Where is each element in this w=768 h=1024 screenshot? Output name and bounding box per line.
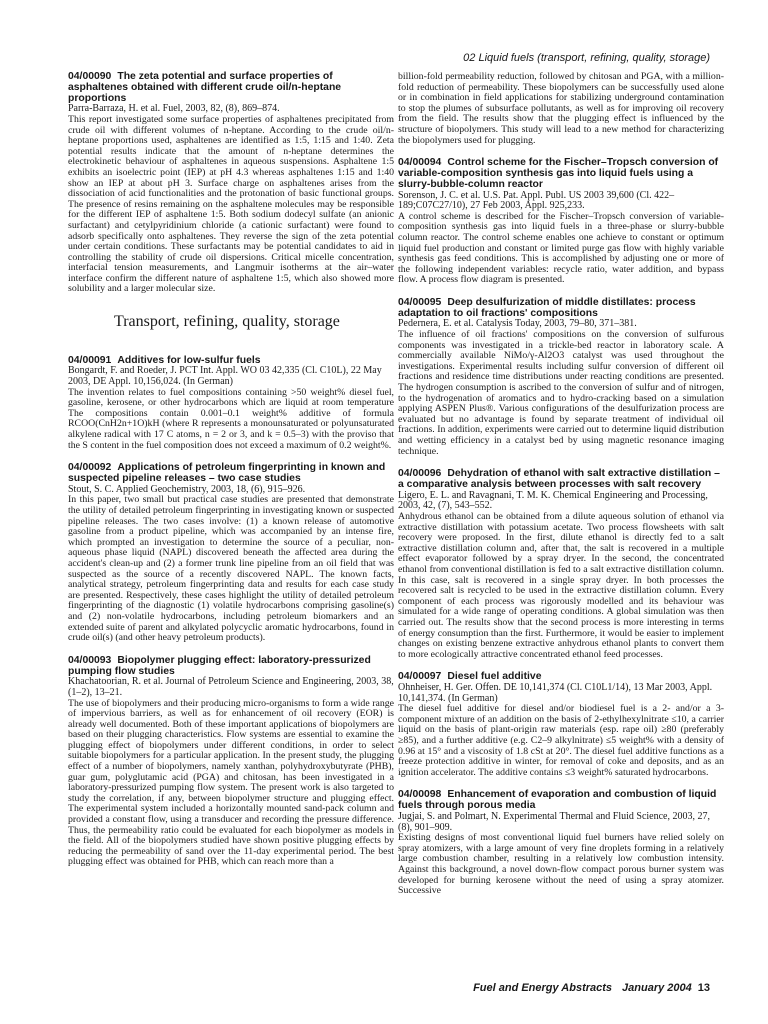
entry-citation: Khachatoorian, R. et al. Journal of Petroleum Science and Engineering, 2003, 38, (1–2), 13–21. [68,676,394,698]
entry-citation: Sorenson, J. C. et al. U.S. Pat. Appl. Publ. US 2003 39,600 (Cl. 422–189;C07C27/10), 27 Feb 2003, Appl. 925,233. [398,189,675,212]
entry-abstract: Existing designs of most conventional liquid fuel burners have relied solely on spray atomizers, with a large amount of very fine droplets forming in a relatively large combustion chamber, resulting in a relatively low combustion intensity. Against this background, a novel down-flow compact porous burner system was developed for burning kerosene without the need of using a spray atomizer. Successive [398,832,724,897]
running-head: 02 Liquid fuels (transport, refining, quality, storage) [463,52,710,64]
entry-title: Applications of petroleum fingerprinting in known and suspected pipeline releases – two case studies [68,462,386,485]
entry-number: 04/00097 [398,671,442,683]
entry-number: 04/00096 [398,468,442,480]
entry-title: The zeta potential and surface properties of asphaltenes obtained with different crude oil/n-heptane proportions [68,71,342,104]
entry-abstract: billion-fold permeability reduction, followed by chitosan and PGA, with a million-fold reduction of permeability. These biopolymers can be successfully used alone or in combination in field applications for stabilizing underground contamination to stop the plumes of subsurface pollutants, as well as for improving oil recovery from the field. The results show that the plugging effect is influenced by the structure of biopolymers. This study will lead to a new method for characterizing the biopolymers used for plugging. [398,71,724,146]
entry-citation: Ligero, E. L. and Ravagnani, T. M. K. Chemical Engineering and Processing, 2003, 42, (7), 543–552. [398,489,708,512]
abstract-entry [398,469,724,660]
entry-title: Deep desulfurization of middle distillates: process adaptation to oil fractions' compositions [398,296,696,319]
entry-heading [398,790,724,812]
entry-heading [68,463,394,485]
entry-abstract: The use of biopolymers and their producing micro-organisms to form a wide range of impervious barriers, as well as for enhancement of oil recovery (EOR) is already well documented. Both of these important applications of biopolymers are based on their plugging characteristics. Flow systems are essential to examine the plugging effect of biopolymers under different conditions, in order to select suitable biopolymers for a particular application. In the present study, the plugging effect of a number of biopolymers, namely xanthan, polyhydroxybutyrate (PHB), guar gum, polyglutamic acid (PGA) and chitosan, has been investigated in a laboratory-pressurized pumping flow system. The present work is also targeted to study the correlation, if any, between biopolymer structure and plugging effect. The experimental system included a horizontally mounted sand-pack column and provided a constant flow, using a transducer and recording the pressure difference. Thus, the permeability ratio could be evaluated for each biopolymer as models in the field. All of the biopolymers studied have shown positive plugging effects by reducing the permeability of sand over the 11-day experimental period. The best plugging effect was obtained for PHB, which can reach more than a [68,697,394,868]
abstract-entry [68,356,394,452]
right-column [398,72,724,909]
entry-title: Control scheme for the Fischer–Tropsch conversion of variable-composition synthesis gas into liquid fuels using a slurry-bubble-column reactor [398,157,719,190]
entry-abstract: The influence of oil fractions' compositions on the conversion of sulfurous components was investigated in a trickle-bed reactor in laboratory scale. A commercially available NiMo/γ-Al2O3 catalyst was used throughout the investigations. Experimental results including sulfur conversion of different oil fractions and residence time distributions under reacting conditions are presented. The hydrogen consumption is ascribed to the conversion of sulfur and of nitrogen, to the hydrogenation of aromatics and to hydro-cracking based on a simulation applying ASPEN Plus®. Various configurations of the desulfurization process are evaluated but no advantage is found by separate treatment of individual oil fractions. In addition, experiments were carried out to determine liquid distribution and wetting efficiency in a catalyst bed by using magnetic resonance imaging technique. [398,329,724,457]
issue-date: January 2004 [622,982,692,994]
entry-number: 04/00093 [68,654,112,666]
entry-heading [398,469,724,491]
entry-number: 04/00095 [398,296,442,308]
entry-title: Biopolymer plugging effect: laboratory-pressurized pumping flow studies [68,654,371,677]
entry-citation: Parra-Barraza, H. et al. Fuel, 2003, 82, (8), 869–874. [68,103,280,115]
abstract-entry [68,72,394,295]
page-footer [473,982,710,994]
entry-title: Additives for low-sulfur fuels [117,354,261,366]
entry-number: 04/00094 [398,157,442,169]
entry-citation: Ohnheiser, H. Ger. Offen. DE 10,141,374 (Cl. C10L1/14), 13 Mar 2003, Appl. 10,141,374. (In German) [398,682,713,704]
entry-citation: Bongardt, F. and Roeder, J. PCT Int. Appl. WO 03 42,335 (Cl. C10L), 22 May 2003, DE Appl. 10,156,024. (In German) [68,365,382,388]
page-number: 13 [697,982,710,994]
abstract-entry [398,672,724,778]
abstract-entry [398,158,724,286]
section-title: Transport, refining, quality, storage [114,313,340,331]
entry-abstract: This report investigated some surface properties of asphaltenes precipitated from crude oil with different volumes of n-heptane. According to the crude oil/n-heptane proportions used, asphaltenes are identified as 1:5, 1:15 and 1:40. Zeta potential results indicate that the amount of n-heptane determines the electrokinetic behaviour of asphaltenes in aqueous suspensions. Asphaltene 1:5 exhibits an isoelectric point (IEP) at pH 4.3 whereas asphaltenes 1:15 and 1:40 show an IEP at about pH 3. Surface charge on asphaltenes arises from the dissociation of acid functionalities and the protonation of basic functional groups. The presence of resins remaining on the asphaltene molecules may be responsible for the different IEP of asphaltene 1:5. Both sodium dodecyl sulfate (an anionic surfactant) and cetylpyridinium chloride (a cationic surfactant) were found to adsorb specifically onto asphaltenes. They reverse the sign of the zeta potential under certain conditions. These surfactants may be potential candidates to aid in controlling the stability of crude oil dispersions. Critical micelle concentration, interfacial tension measurements, and Langmuir isotherms at the air–water interface confirm the different nature of asphaltene 1:5, which also showed more solubility and a larger molecular size. [68,113,394,295]
abstract-entry [68,656,394,868]
journal-name: Fuel and Energy Abstracts [473,982,613,994]
entry-heading [398,298,724,320]
entry-title: Diesel fuel additive [447,671,542,683]
entry-number: 04/00098 [398,789,442,801]
entry-number: 04/00090 [68,71,112,82]
abstract-entry-continued [398,72,724,146]
entry-abstract: Anhydrous ethanol can be obtained from a dilute aqueous solution of ethanol via extractive distillation with potassium acetate. Two process flowsheets with salt recovery were proposed. In the first, dilute ethanol is directly fed to a salt extractive distillation column and, after that, the salt is recovered in a multiple effect evaporator followed by a spray dryer. In the second, the concentrated ethanol from conventional distillation is fed to a salt extractive distillation column. In this case, salt is recovered in a single spray dryer. In both processes the recovered salt is recycled to be used in the extractive distillation column. Every component of each process was rigorously modelled and its behaviour was simulated for a wide range of operating conditions. A global simulation was then carried out. The results show that the second process is more interesting in terms of energy consumption than the first. Furthermore, it would be easier to implement changes on existing benzene extractive anhydrous ethanol plants to convert them to more ecologically attractive concentrated ethanol feed processes. [398,510,724,660]
abstract-entry [398,790,724,896]
left-column [68,72,394,880]
entry-heading [398,158,724,190]
entry-abstract: A control scheme is described for the Fischer–Tropsch conversion of variable-composition synthesis gas into liquid fuels in a three-phase or slurry-bubble column reactor. The control scheme enables one achieve to constant or optimum liquid fuel production and constant or limited purge gas flow with highly variable synthesis gas feed conditions. This is accomplished by adjusting one or more of the following independent variables: recycle ratio, water addition, and bypass flow. A process flow diagram is presented. [398,210,724,286]
entry-abstract: In this paper, two small but practical case studies are presented that demonstrate the utility of detailed petroleum fingerprinting in investigating known or suspected pipeline releases. The two cases involve: (1) a known release of automotive gasoline from a product pipeline, which was accompanied by an intense fire, which prompted an investigation to determine the source of a peculiar, non-aqueous phase liquid (NAPL) discovered beneath the affected area during the accident's clean-up and (2) a former trunk line pipeline from an oil field that was suspected as the source of a recently discovered NAPL. The known facts, analytical strategy, petroleum fingerprinting data and results for each case study are presented. Respectively, these cases highlight the utility of detailed petroleum fingerprinting of the diagnostic (1) volatile hydrocarbons comprising gasoline(s) and (2) non-volatile hydrocarbons, including petroleum biomarkers and an extended suite of parent and alkylated polycyclic aromatic hydrocarbons, found in crude oil(s) (and other heavy petroleum products). [68,494,394,644]
entry-title: Enhancement of evaporation and combustion of liquid fuels through porous media [398,789,717,812]
entry-heading [68,656,394,678]
entry-abstract: The diesel fuel additive for diesel and/or biodiesel fuel is a 2- and/or a 3-component mixture of an addition on the basis of 2-ethylhexylnitrate ≤10, a carrier liquid on the basis of plant-origin raw materials (esp. rape oil) ≥80 (preferably ≥85), and a further additive (e.g. C2–9 alkylnitrate) ≤5 weight% with a density of 0.96 at 15° and a viscosity of 1.8 cSt at 20°. The diesel fuel additive functions as a freeze protection additive in winter, for removal of coke and deposits, and as an ignition accelerator. The additive contains ≤3 weight% saturated hydrocarbons. [398,703,724,778]
entry-abstract: The invention relates to fuel compositions containing >50 weight% diesel fuel, gasoline, kerosene, or other hydrocarbons which are liquid at room temperature The compositions contain 0.001–0.1 weight% additive of formula RCOO(CnH2n+1O)kH (where R represents a monounsaturated or polyunsaturated alkylene radical with 17 C atoms, n = 2 or 3, and k = 0.5–3) with the proviso that the S content in the fuel composition does not exceed a maximum of 0.2 weight%. [68,386,394,451]
abstract-entry [398,298,724,457]
entry-number: 04/00092 [68,462,112,474]
entry-citation: Stout, S. C. Applied Geochemistry, 2003, 18, (6), 915–926. [68,483,306,495]
abstract-entry [68,463,394,644]
entry-number: 04/00091 [68,354,112,366]
entry-citation: Jugjai, S. and Polmart, N. Experimental Thermal and Fluid Science, 2003, 27, (8), 901–909. [398,811,710,833]
entry-title: Dehydration of ethanol with salt extractive distillation – a comparative analysis between processes with salt recovery [398,468,720,490]
entry-citation: Pedernera, E. et al. Catalysis Today, 2003, 79–80, 371–381. [398,318,637,330]
entry-heading [68,72,394,104]
